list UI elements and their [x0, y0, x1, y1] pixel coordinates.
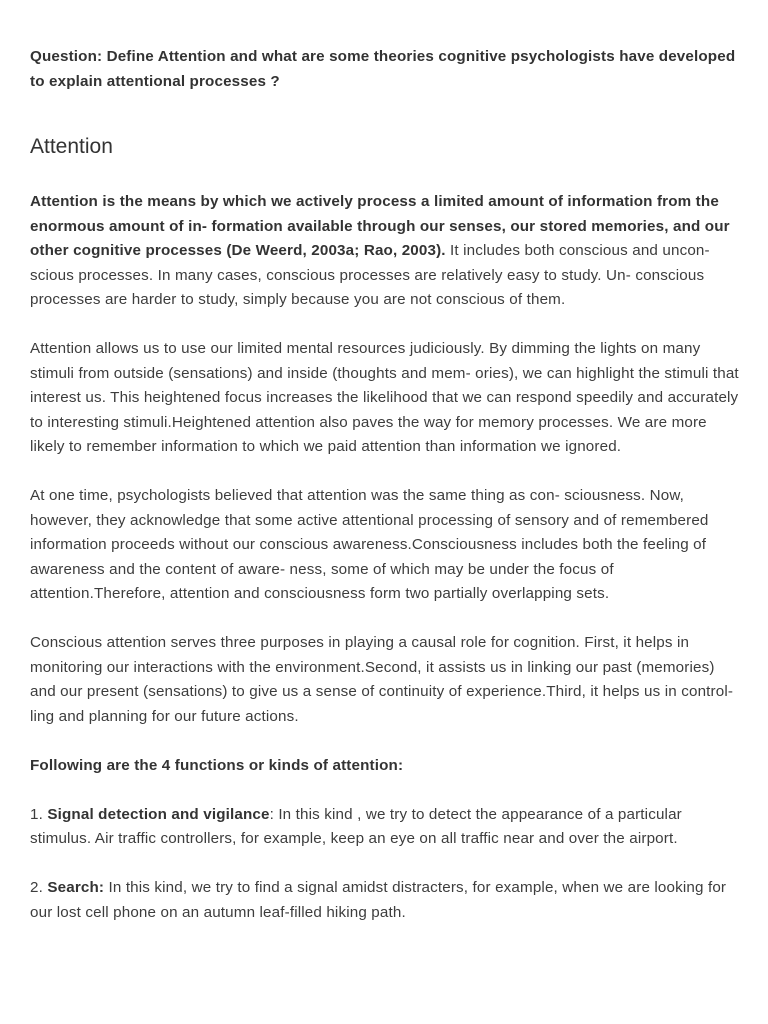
list-item-number: 1.: [30, 805, 48, 823]
list-item-text: In this kind, we try to find a signal amidst distracters, for example, when we are looking for our lost cell phone on an autumn leaf-filled hiking path.: [30, 879, 727, 921]
paragraph-consciousness: At one time, psychologists believed that attention was the same thing as con- sciousness. Now, however, they acknowledge that some active attentional processing of sensory and of remembered information proceeds without our conscious awareness.Consciousness includes both the feeling of awareness and the content of aware- ness, some of which may be under the focus of attention.Therefore, attention and consciousness form two partially overlapping sets.: [30, 487, 709, 602]
list-item-text: : In this kind , we try to detect the appearance of a particular stimulus. Air traffic controllers, for example, keep an eye on all traffic near and over the airport.: [30, 805, 682, 847]
definition-bold-text: Attention is the means by which we actively process a limited amount of information from the enormous amount of in- formation available through our senses, our stored memories, and our other cognitive processes (De Weerd, 2003a; Rao, 2003).: [30, 193, 730, 259]
list-item-signal-detection: [30, 803, 740, 852]
definition-rest-text: It includes both conscious and uncon- scious processes. In many cases, conscious processes are relatively easy to study. Un- conscious processes are harder to study, simply because you are not conscious of them.: [30, 242, 710, 308]
section-heading: Attention: [30, 135, 113, 158]
paragraph-definition: [30, 190, 740, 313]
paragraph-purposes: Conscious attention serves three purposes in playing a causal role for cognition. First, it helps in monitoring our interactions with the environment.Second, it assists us in linking our past (memories) and our present (sensations) to give us a sense of continuity of experience.Third, it helps us in control- ling and planning for our future actions.: [30, 634, 734, 725]
list-item-term: Signal detection and vigilance: [47, 805, 270, 823]
functions-intro: Following are the 4 functions or kinds of attention:: [30, 756, 404, 774]
list-item-search: [30, 876, 740, 925]
list-item-number: 2.: [30, 879, 48, 896]
paragraph-resources: Attention allows us to use our limited mental resources judiciously. By dimming the lights on many stimuli from outside (sensations) and inside (thoughts and mem- ories), we can highlight the stimuli that interest us. This heightened focus increases the likelihood that we can respond speedily and accurately to interesting stimuli.Heightened attention also paves the way for memory processes. We are more likely to remember information to which we paid attention than information we ignored.: [30, 340, 739, 455]
question-text: Question: Define Attention and what are some theories cognitive psychologists have developed to explain attentional processes ?: [30, 48, 736, 90]
list-item-term: Search:: [47, 879, 105, 896]
